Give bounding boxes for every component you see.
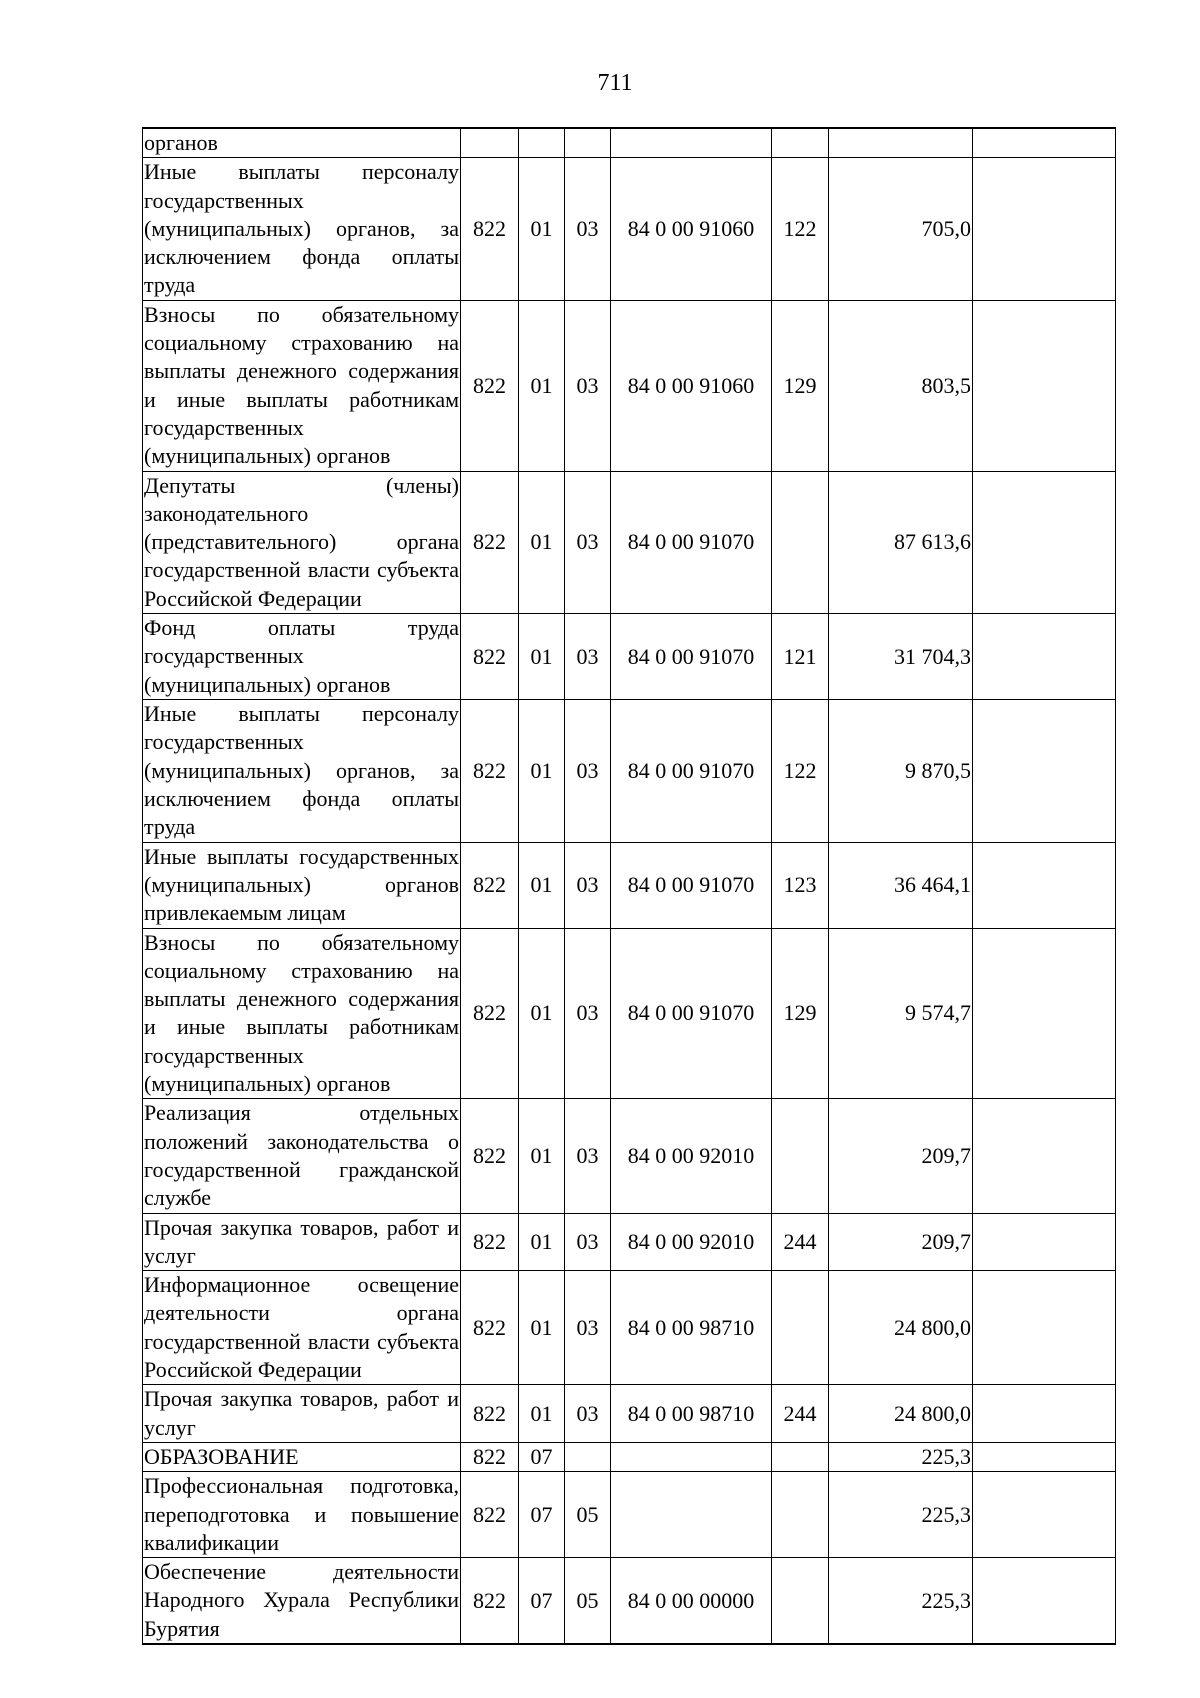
row-extra xyxy=(973,158,1116,300)
row-target-article: 84 0 00 91070 xyxy=(611,614,772,700)
row-expense-type: 129 xyxy=(772,300,829,471)
row-subsection-code: 03 xyxy=(565,300,611,471)
row-target-article xyxy=(611,1442,772,1471)
row-amount: 24 800,0 xyxy=(829,1385,973,1443)
row-grbs-code: 822 xyxy=(461,158,519,300)
row-name: Прочая закупка товаров, работ и услуг xyxy=(143,1213,461,1271)
row-extra xyxy=(973,300,1116,471)
row-expense-type: 244 xyxy=(772,1385,829,1443)
row-name: Взносы по обязательному социальному страхованию на выплаты денежного содержания и иные выплаты работникам государственных (муниципальных) органов xyxy=(143,928,461,1099)
row-amount: 209,7 xyxy=(829,1213,973,1271)
row-name: Информационное освещение деятельности органа государственной власти субъекта Российской Федерации xyxy=(143,1271,461,1385)
row-name: органов xyxy=(143,128,461,158)
row-extra xyxy=(973,1213,1116,1271)
row-name: Реализация отдельных положений законодательства о государственной гражданской службе xyxy=(143,1099,461,1213)
table-row xyxy=(143,928,1116,1099)
row-name: Обеспечение деятельности Народного Хурала Республики Бурятия xyxy=(143,1558,461,1644)
table-row xyxy=(143,700,1116,842)
row-extra xyxy=(973,1385,1116,1443)
row-subsection-code: 03 xyxy=(565,1099,611,1213)
row-grbs-code: 822 xyxy=(461,1271,519,1385)
row-expense-type xyxy=(772,1472,829,1558)
page-number: 711 xyxy=(597,70,633,96)
row-section-code: 01 xyxy=(519,300,565,471)
table-row xyxy=(143,300,1116,471)
row-subsection-code: 03 xyxy=(565,842,611,928)
row-extra xyxy=(973,1442,1116,1471)
row-expense-type: 122 xyxy=(772,700,829,842)
row-name: Иные выплаты персоналу государственных (муниципальных) органов, за исключением фонда оплаты труда xyxy=(143,158,461,300)
row-grbs-code: 822 xyxy=(461,300,519,471)
row-amount: 31 704,3 xyxy=(829,614,973,700)
row-section-code: 01 xyxy=(519,1099,565,1213)
row-section-code: 01 xyxy=(519,158,565,300)
row-name: Фонд оплаты труда государственных (муниципальных) органов xyxy=(143,614,461,700)
row-subsection-code: 03 xyxy=(565,928,611,1099)
row-section-code: 01 xyxy=(519,471,565,613)
row-expense-type xyxy=(772,128,829,158)
row-amount xyxy=(829,128,973,158)
row-name: Профессиональная подготовка, переподготовка и повышение квалификации xyxy=(143,1472,461,1558)
row-name: Депутаты (члены) законодательного (представительного) органа государственной власти субъекта Российской Федерации xyxy=(143,471,461,613)
row-target-article: 84 0 00 91070 xyxy=(611,928,772,1099)
row-grbs-code: 822 xyxy=(461,1213,519,1271)
row-grbs-code: 822 xyxy=(461,1558,519,1644)
row-section-code: 01 xyxy=(519,700,565,842)
table-row xyxy=(143,842,1116,928)
row-subsection-code: 03 xyxy=(565,471,611,613)
row-extra xyxy=(973,928,1116,1099)
row-extra xyxy=(973,614,1116,700)
row-target-article: 84 0 00 00000 xyxy=(611,1558,772,1644)
table-row xyxy=(143,1271,1116,1385)
row-expense-type xyxy=(772,1558,829,1644)
row-amount: 9 574,7 xyxy=(829,928,973,1099)
row-section-code: 01 xyxy=(519,928,565,1099)
row-subsection-code: 05 xyxy=(565,1558,611,1644)
row-section-code xyxy=(519,128,565,158)
row-extra xyxy=(973,128,1116,158)
row-expense-type: 244 xyxy=(772,1213,829,1271)
row-amount: 225,3 xyxy=(829,1472,973,1558)
row-grbs-code: 822 xyxy=(461,700,519,842)
row-grbs-code: 822 xyxy=(461,1442,519,1471)
row-expense-type xyxy=(772,1442,829,1471)
row-extra xyxy=(973,1472,1116,1558)
row-extra xyxy=(973,1271,1116,1385)
row-expense-type: 129 xyxy=(772,928,829,1099)
row-section-code: 01 xyxy=(519,1213,565,1271)
row-subsection-code: 03 xyxy=(565,700,611,842)
row-target-article: 84 0 00 91070 xyxy=(611,842,772,928)
budget-table xyxy=(142,127,1116,1645)
row-grbs-code: 822 xyxy=(461,471,519,613)
row-section-code: 01 xyxy=(519,1271,565,1385)
row-extra xyxy=(973,842,1116,928)
row-grbs-code xyxy=(461,128,519,158)
row-extra xyxy=(973,1558,1116,1644)
row-amount: 225,3 xyxy=(829,1442,973,1471)
row-amount: 803,5 xyxy=(829,300,973,471)
table-row xyxy=(143,1099,1116,1213)
row-subsection-code: 03 xyxy=(565,1271,611,1385)
row-target-article xyxy=(611,128,772,158)
row-name: ОБРАЗОВАНИЕ xyxy=(143,1442,461,1471)
table-row xyxy=(143,1558,1116,1644)
row-amount: 87 613,6 xyxy=(829,471,973,613)
row-expense-type xyxy=(772,1099,829,1213)
table-row xyxy=(143,128,1116,158)
row-subsection-code xyxy=(565,128,611,158)
row-section-code: 07 xyxy=(519,1442,565,1471)
row-section-code: 01 xyxy=(519,614,565,700)
row-expense-type xyxy=(772,471,829,613)
table-row xyxy=(143,1442,1116,1471)
row-section-code: 01 xyxy=(519,842,565,928)
table-row xyxy=(143,1213,1116,1271)
row-subsection-code: 03 xyxy=(565,1385,611,1443)
row-expense-type xyxy=(772,1271,829,1385)
row-name: Иные выплаты персоналу государственных (муниципальных) органов, за исключением фонда оплаты труда xyxy=(143,700,461,842)
row-amount: 9 870,5 xyxy=(829,700,973,842)
table-row xyxy=(143,158,1116,300)
row-section-code: 07 xyxy=(519,1558,565,1644)
row-target-article: 84 0 00 92010 xyxy=(611,1099,772,1213)
row-section-code: 07 xyxy=(519,1472,565,1558)
row-name: Иные выплаты государственных (муниципальных) органов привлекаемым лицам xyxy=(143,842,461,928)
row-target-article: 84 0 00 92010 xyxy=(611,1213,772,1271)
row-amount: 225,3 xyxy=(829,1558,973,1644)
row-amount: 209,7 xyxy=(829,1099,973,1213)
row-subsection-code xyxy=(565,1442,611,1471)
row-extra xyxy=(973,1099,1116,1213)
row-amount: 705,0 xyxy=(829,158,973,300)
row-section-code: 01 xyxy=(519,1385,565,1443)
row-target-article xyxy=(611,1472,772,1558)
row-target-article: 84 0 00 91060 xyxy=(611,300,772,471)
row-subsection-code: 03 xyxy=(565,614,611,700)
row-grbs-code: 822 xyxy=(461,1385,519,1443)
row-name: Прочая закупка товаров, работ и услуг xyxy=(143,1385,461,1443)
row-grbs-code: 822 xyxy=(461,614,519,700)
row-target-article: 84 0 00 98710 xyxy=(611,1385,772,1443)
row-target-article: 84 0 00 91070 xyxy=(611,471,772,613)
row-expense-type: 123 xyxy=(772,842,829,928)
table-row xyxy=(143,1472,1116,1558)
table-row xyxy=(143,1385,1116,1443)
row-expense-type: 121 xyxy=(772,614,829,700)
row-subsection-code: 03 xyxy=(565,1213,611,1271)
row-grbs-code: 822 xyxy=(461,842,519,928)
row-subsection-code: 05 xyxy=(565,1472,611,1558)
row-extra xyxy=(973,471,1116,613)
row-extra xyxy=(973,700,1116,842)
row-amount: 36 464,1 xyxy=(829,842,973,928)
row-expense-type: 122 xyxy=(772,158,829,300)
table-row xyxy=(143,471,1116,613)
table-row xyxy=(143,614,1116,700)
row-name: Взносы по обязательному социальному страхованию на выплаты денежного содержания и иные выплаты работникам государственных (муниципальных) органов xyxy=(143,300,461,471)
row-grbs-code: 822 xyxy=(461,928,519,1099)
row-grbs-code: 822 xyxy=(461,1099,519,1213)
row-target-article: 84 0 00 91070 xyxy=(611,700,772,842)
row-subsection-code: 03 xyxy=(565,158,611,300)
row-target-article: 84 0 00 91060 xyxy=(611,158,772,300)
row-grbs-code: 822 xyxy=(461,1472,519,1558)
row-target-article: 84 0 00 98710 xyxy=(611,1271,772,1385)
row-amount: 24 800,0 xyxy=(829,1271,973,1385)
